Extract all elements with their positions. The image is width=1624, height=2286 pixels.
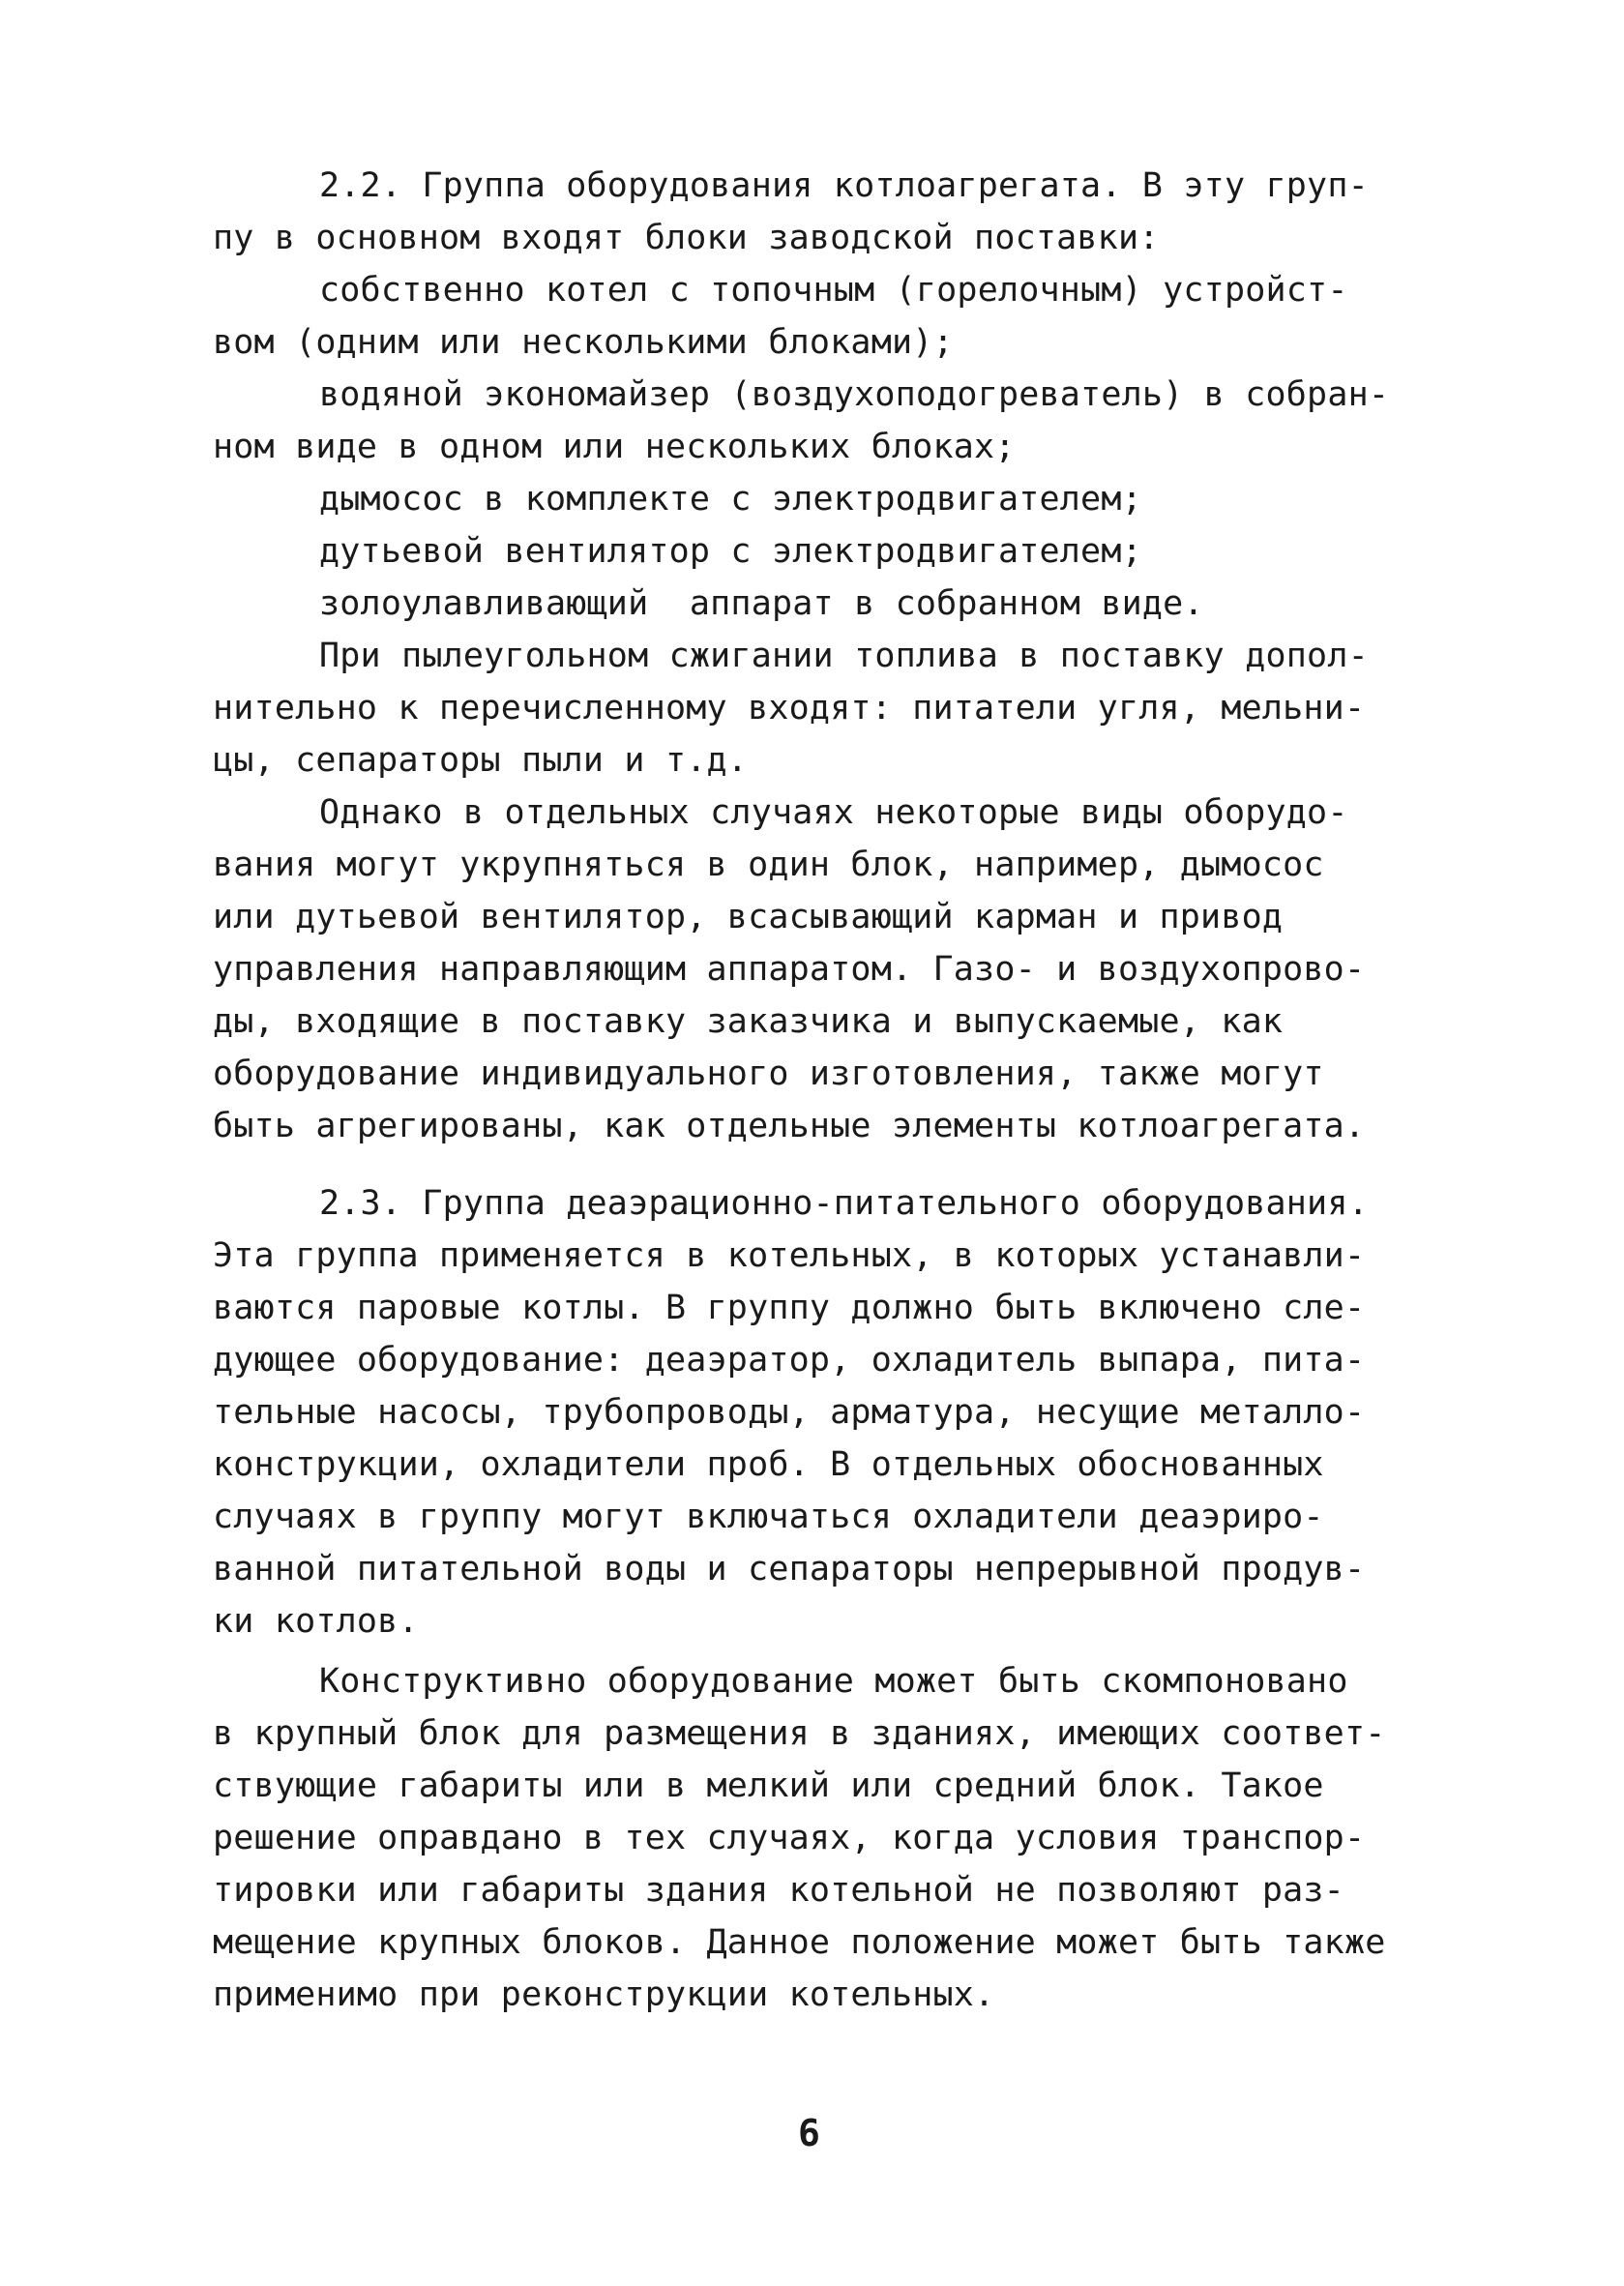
- text-line: управления направляющим аппаратом. Газо- и воздухопрово-: [213, 950, 1366, 989]
- text-line: дующее оборудование: деаэратор, охладитель выпара, пита-: [213, 1341, 1366, 1380]
- text-line: применимо при реконструкции котельных.: [213, 1975, 995, 2014]
- text-line: решение оправдано в тех случаях, когда условия транспор-: [213, 1819, 1366, 1857]
- text-line: золоулавливающий аппарат в собранном виде.: [319, 584, 1204, 623]
- text-line: тельные насосы, трубопроводы, арматура, несущие металло-: [213, 1393, 1366, 1432]
- text-line: 2.2. Группа оборудования котлоагрегата. В эту груп-: [319, 166, 1369, 205]
- page-number: 6: [798, 2112, 820, 2154]
- text-line: вания могут укрупняться в один блок, например, дымосос: [213, 846, 1324, 884]
- text-line: водяной экономайзер (воздухоподогреватель) в собран-: [319, 375, 1390, 414]
- text-line: ки котлов.: [213, 1602, 419, 1641]
- text-line: ном виде в одном или нескольких блоках;: [213, 428, 1016, 466]
- text-line: пу в основном входят блоки заводской поставки:: [213, 219, 1160, 257]
- text-line: ствующие габариты или в мелкий или средний блок. Такое: [213, 1766, 1324, 1805]
- text-line: случаях в группу могут включаться охладители деаэриро-: [213, 1498, 1324, 1536]
- text-line: быть агрегированы, как отдельные элементы котлоагрегата.: [213, 1107, 1366, 1145]
- text-line: При пылеугольном сжигании топлива в поставку допол-: [319, 637, 1369, 675]
- text-line: ванной питательной воды и сепараторы непрерывной продув-: [213, 1550, 1366, 1588]
- text-line: цы, сепараторы пыли и т.д.: [213, 741, 749, 780]
- text-line: ды, входящие в поставку заказчика и выпускаемые, как: [213, 1002, 1284, 1041]
- text-line: нительно к перечисленному входят: питатели угля, мельни-: [213, 689, 1366, 727]
- text-line: Однако в отдельных случаях некоторые виды оборудо-: [319, 793, 1348, 832]
- text-line: дутьевой вентилятор с электродвигателем;: [319, 532, 1142, 571]
- text-line: дымосос в комплекте с электродвигателем;: [319, 480, 1142, 519]
- text-line: 2.3. Группа деаэрационно-питательного оборудования.: [319, 1184, 1369, 1223]
- text-line: или дутьевой вентилятор, всасывающий карман и привод: [213, 898, 1284, 936]
- text-line: Конструктивно оборудование может быть скомпоновано: [319, 1662, 1348, 1701]
- text-line: конструкции, охладители проб. В отдельных обоснованных: [213, 1445, 1324, 1484]
- text-line: вом (одним или несколькими блоками);: [213, 323, 954, 362]
- text-line: мещение крупных блоков. Данное положение может быть также: [213, 1923, 1386, 1962]
- text-line: в крупный блок для размещения в зданиях, имеющих соответ-: [213, 1714, 1386, 1753]
- text-line: оборудование индивидуального изготовления, также могут: [213, 1054, 1324, 1093]
- text-line: Эта группа применяется в котельных, в которых устанавли-: [213, 1236, 1366, 1275]
- text-line: ваются паровые котлы. В группу должно быть включено сле-: [213, 1289, 1366, 1327]
- text-line: собственно котел с топочным (горелочным) устройст-: [319, 271, 1348, 310]
- text-line: тировки или габариты здания котельной не позволяют раз-: [213, 1871, 1344, 1910]
